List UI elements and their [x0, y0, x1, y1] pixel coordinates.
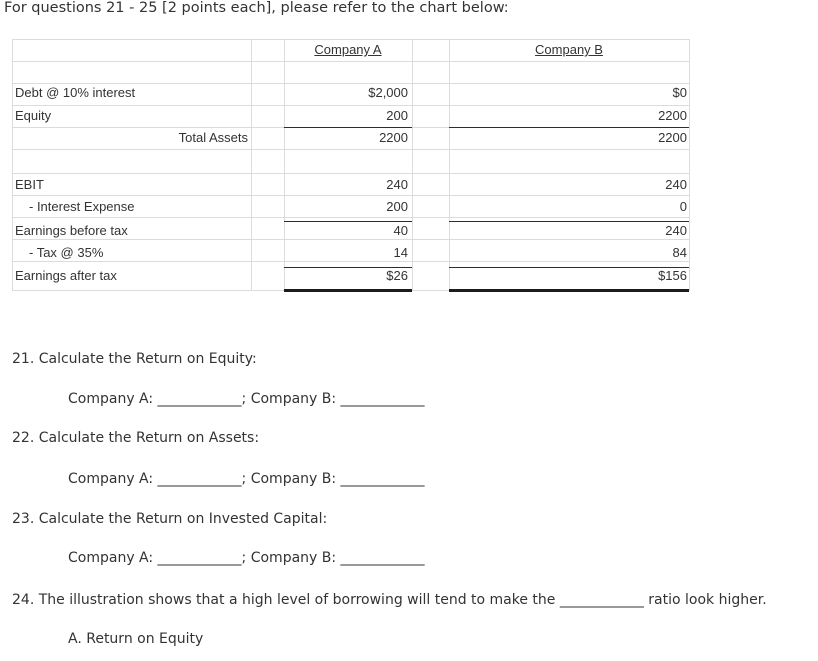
label-earnings-before-tax: Earnings before tax — [15, 223, 128, 238]
question-24-option-a: A. Return on Equity — [68, 631, 204, 647]
double-rule-b — [449, 289, 689, 292]
value-b-ebit: 240 — [665, 177, 687, 192]
question-24: 24. The illustration shows that a high level of borrowing will tend to make the ____________ ratio look higher. — [12, 592, 767, 608]
label-debt: Debt @ 10% interest — [15, 85, 136, 100]
label-equity: Equity — [15, 108, 52, 123]
value-a-debt: $2,000 — [368, 85, 408, 100]
question-21-answer-blanks: Company A: ____________; Company B: ____________ — [68, 391, 425, 407]
value-b-equity: 2200 — [658, 108, 687, 123]
value-b-earnings-before-tax: 240 — [665, 223, 687, 238]
value-a-ebit: 240 — [386, 177, 408, 192]
double-rule-a — [284, 289, 412, 292]
label-total-assets: Total Assets — [178, 130, 248, 145]
value-b-debt: $0 — [672, 85, 687, 100]
header-company-a: Company A — [314, 42, 382, 57]
question-21: 21. Calculate the Return on Equity: — [12, 351, 257, 367]
value-a-earnings-after-tax: $26 — [386, 268, 408, 283]
value-b-earnings-after-tax: $156 — [658, 268, 687, 283]
value-b-total-assets: 2200 — [658, 130, 687, 145]
value-b-interest-expense: 0 — [679, 199, 687, 214]
value-a-interest-expense: 200 — [386, 199, 408, 214]
question-23: 23. Calculate the Return on Invested Capital: — [12, 511, 328, 527]
intro-text: For questions 21 - 25 [2 points each], please refer to the chart below: — [4, 0, 509, 16]
value-b-tax: 84 — [672, 245, 687, 260]
value-a-earnings-before-tax: 40 — [393, 223, 408, 238]
value-a-tax: 14 — [393, 245, 408, 260]
question-22: 22. Calculate the Return on Assets: — [12, 430, 260, 446]
value-a-total-assets: 2200 — [379, 130, 408, 145]
label-earnings-after-tax: Earnings after tax — [15, 268, 117, 283]
value-a-equity: 200 — [386, 108, 408, 123]
label-interest-expense: - Interest Expense — [29, 199, 135, 214]
question-22-answer-blanks: Company A: ____________; Company B: ____________ — [68, 471, 425, 487]
label-ebit: EBIT — [15, 177, 44, 192]
label-tax: - Tax @ 35% — [29, 245, 104, 260]
question-23-answer-blanks: Company A: ____________; Company B: ____________ — [68, 550, 425, 566]
header-company-b: Company B — [535, 42, 603, 57]
financial-table — [12, 39, 690, 291]
